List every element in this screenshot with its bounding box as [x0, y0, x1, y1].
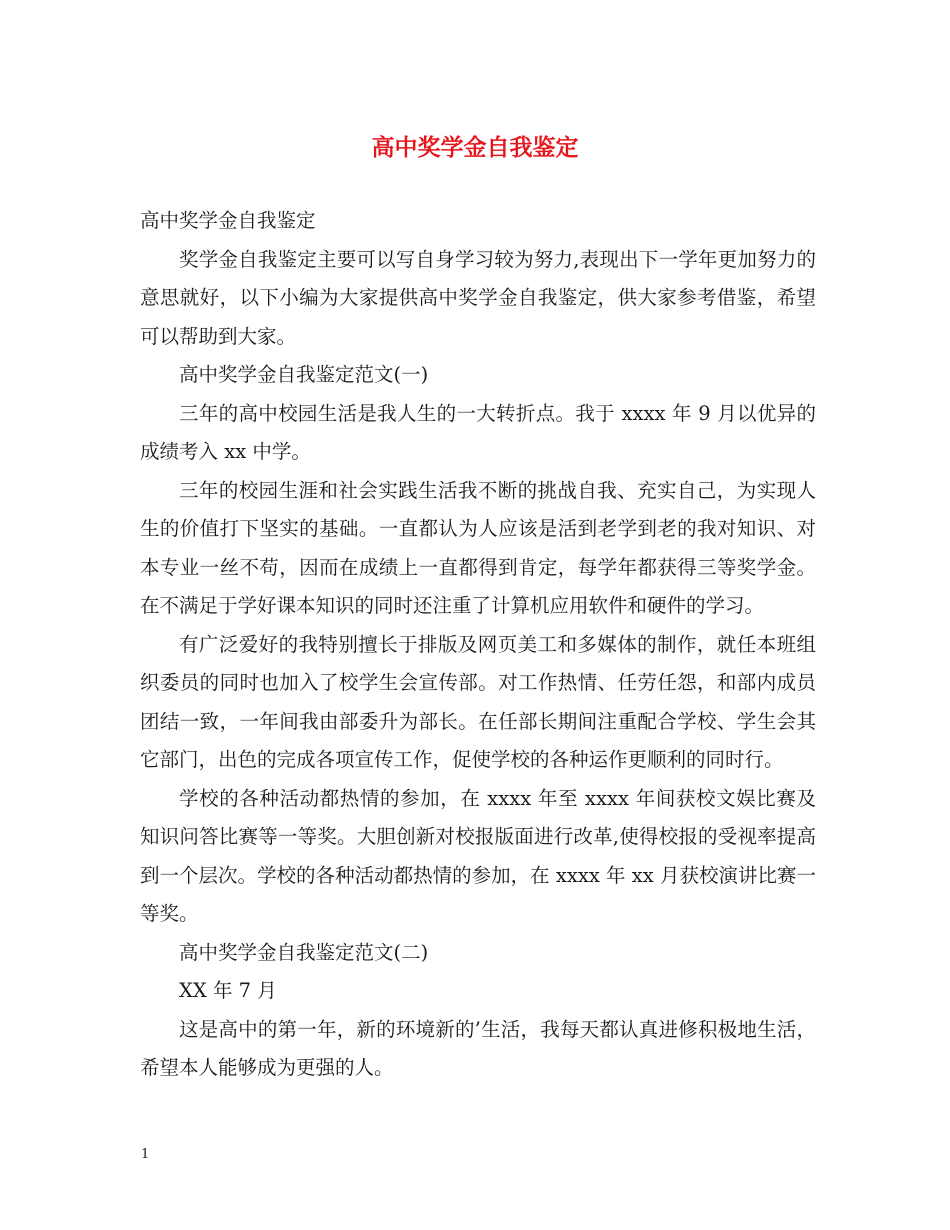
- section-heading-sample-1: 高中奖学金自我鉴定范文(一): [179, 363, 429, 386]
- paragraph-subtitle: 高中奖学金自我鉴定: [140, 209, 316, 232]
- paragraph-date: XX 年 7 月: [179, 979, 277, 1002]
- document-body: [140, 202, 816, 1088]
- paragraph: 三年的高中校园生活是我人生的一大转折点。我于 xxxx 年 9 月以优异的成绩考入 xx 中学。: [140, 401, 816, 463]
- paragraph: 学校的各种活动都热情的参加，在 xxxx 年至 xxxx 年间获校文娱比赛及知识问答比赛等一等奖。大胆创新对校报版面进行改革,使得校报的受视率提高到一个层次。学校的各种活动都热情的参加，在 xxxx 年 xx 月获校演讲比赛一等奖。: [140, 786, 816, 925]
- paragraph: 有广泛爱好的我特别擅长于排版及网页美工和多媒体的制作，就任本班组织委员的同时也加入了校学生会宣传部。对工作热情、任劳任怨，和部内成员团结一致，一年间我由部委升为部长。在任部长期间注重配合学校、学生会其它部门，出色的完成各项宣传工作，促使学校的各种运作更顺利的同时行。: [140, 632, 816, 771]
- paragraph: 三年的校园生涯和社会实践生活我不断的挑战自我、充实自己，为实现人生的价值打下坚实的基础。一直都认为人应该是活到老学到老的我对知识、对本专业一丝不苟，因而在成绩上一直都得到肯定，每学年都获得三等奖学金。在不满足于学好课本知识的同时还注重了计算机应用软件和硬件的学习。: [140, 478, 816, 617]
- paragraph-intro: 奖学金自我鉴定主要可以写自身学习较为努力,表现出下一学年更加努力的意思就好，以下小编为大家提供高中奖学金自我鉴定，供大家参考借鉴，希望可以帮助到大家。: [140, 247, 816, 348]
- page-number: 1: [141, 1147, 150, 1162]
- document-title: 高中奖学金自我鉴定: [371, 134, 579, 161]
- paragraph: 这是高中的第一年，新的环境新的’生活，我每天都认真进修积极地生活，希望本人能够成为更强的人。: [140, 1017, 816, 1079]
- section-heading-sample-2: 高中奖学金自我鉴定范文(二): [179, 940, 429, 964]
